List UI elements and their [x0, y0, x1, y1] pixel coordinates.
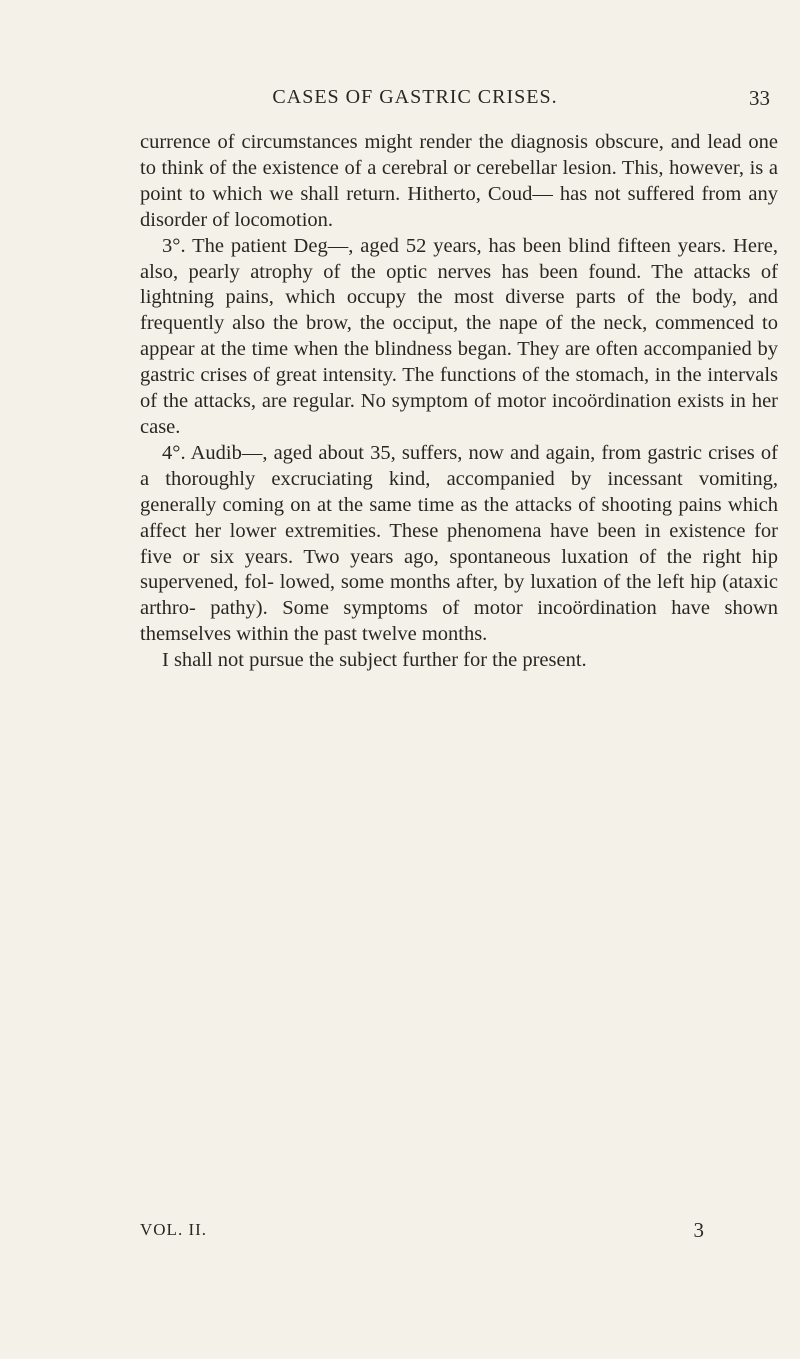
- paragraph-closing: I shall not pursue the subject further for the present.: [162, 649, 587, 672]
- running-title: CASES OF GASTRIC CRISES.: [272, 86, 558, 108]
- running-head: [140, 86, 770, 120]
- footer-volume: VOL. II.: [140, 1220, 208, 1239]
- page-footer: [140, 1220, 778, 1248]
- body-text: [140, 130, 778, 674]
- signature-mark: 3: [693, 1218, 704, 1242]
- paragraph-case-4: 4°. Audib—, aged about 35, suffers, now and again, from gastric crises of a thoroughly excruciating kind, accompanied by incessant vomiting, generally coming on at the same time as the attacks of shooting pains which affect her lower extremities. These phenomena have been in existence for five or six years. Two years ago, spontaneous luxation of the right hip supervened, fol- lowed, some months after, by luxation of the left hip (ataxic arthro- pathy). Some symptoms of motor incoördination have shown themselves within the past twelve months.: [140, 441, 778, 646]
- paragraph-case-3: 3°. The patient Deg—, aged 52 years, has been blind fifteen years. Here, also, pearly atrophy of the optic nerves has been found. The attacks of lightning pains, which occupy the most diverse parts of the body, and frequently also the brow, the occiput, the nape of the neck, commenced to appear at the time when the blindness began. They are often accompanied by gastric crises of great intensity. The functions of the stomach, in the intervals of the attacks, are regular. No symptom of motor incoördination exists in her case.: [140, 234, 778, 438]
- page-number: 33: [749, 86, 770, 110]
- paragraph-continuation: currence of circumstances might render the diagnosis obscure, and lead one to think of the existence of a cerebral or cerebellar lesion. This, however, is a point to which we shall return. Hitherto, Coud— has not suffered from any disorder of locomotion.: [140, 131, 778, 231]
